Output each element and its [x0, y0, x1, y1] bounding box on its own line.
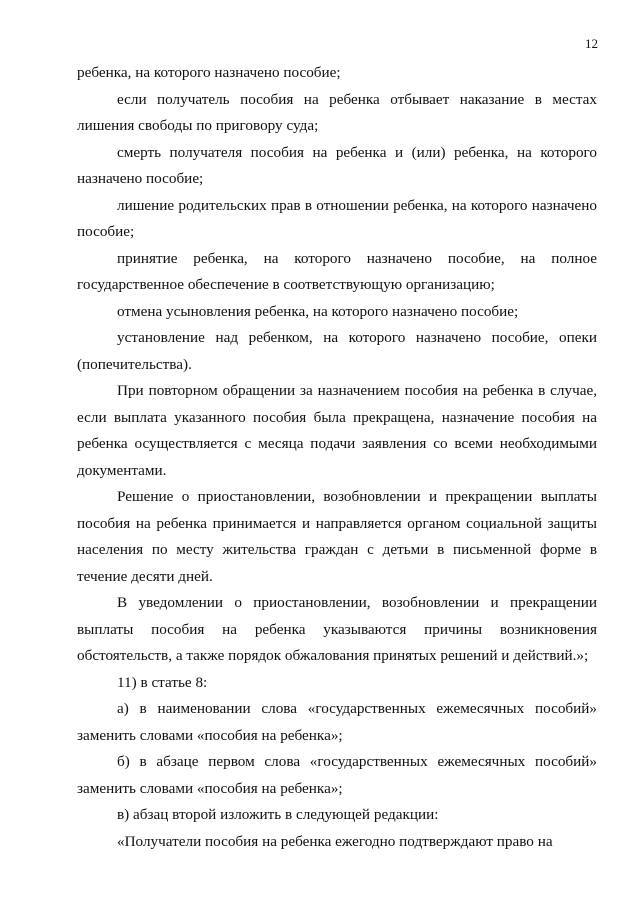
paragraph-continuation: ребенка, на которого назначено пособие; — [77, 64, 341, 81]
paragraph-item-v: в) абзац второй изложить в следующей редакции: — [117, 806, 439, 823]
paragraph-guardianship: установление над ребенком, на которого назначено пособие, опеки (попечительства). — [77, 329, 597, 373]
paragraph-article-8: 11) в статье 8: — [117, 673, 208, 691]
document-body — [77, 60, 597, 855]
paragraph-decision: Решение о приостановлении, возобновлении и прекращении выплаты пособия на ребенка принимается и направляется органом социальной защиты населения по месту жительства граждан с детьми в письменной форме в течение десяти дней. — [77, 488, 597, 585]
paragraph-notification: В уведомлении о приостановлении, возобновлении и прекращении выплаты пособия на ребенка указываются причины возникновения обстоятельств, а также порядок обжалования принятых решений и действий.»; — [77, 594, 597, 664]
paragraph-adoption-cancel: отмена усыновления ребенка, на которого назначено пособие; — [117, 302, 519, 320]
paragraph-parental-rights: лишение родительских прав в отношении ребенка, на которого назначено пособие; — [77, 196, 597, 240]
paragraph-imprisonment: если получатель пособия на ребенка отбывает наказание в местах лишения свободы по приговору суда; — [77, 90, 597, 134]
paragraph-repeat-application: При повторном обращении за назначением пособия на ребенка в случае, если выплата указанного пособия была прекращена, назначение пособия на ребенка осуществляется с месяца подачи заявления со всеми необходимыми документами. — [77, 382, 597, 479]
paragraph-death: смерть получателя пособия на ребенка и (или) ребенка, на которого назначено пособие; — [77, 143, 597, 187]
paragraph-recipients: «Получатели пособия на ребенка ежегодно подтверждают право на — [117, 832, 553, 850]
paragraph-item-b: б) в абзаце первом слова «государственных ежемесячных пособий» заменить словами «пособия на ребенка»; — [77, 753, 597, 797]
page-number: 12 — [585, 36, 598, 51]
paragraph-item-a: а) в наименовании слова «государственных ежемесячных пособий» заменить словами «пособия на ребенка»; — [77, 700, 597, 744]
paragraph-state-care: принятие ребенка, на которого назначено пособие, на полное государственное обеспечение в соответствующую организацию; — [77, 249, 597, 293]
